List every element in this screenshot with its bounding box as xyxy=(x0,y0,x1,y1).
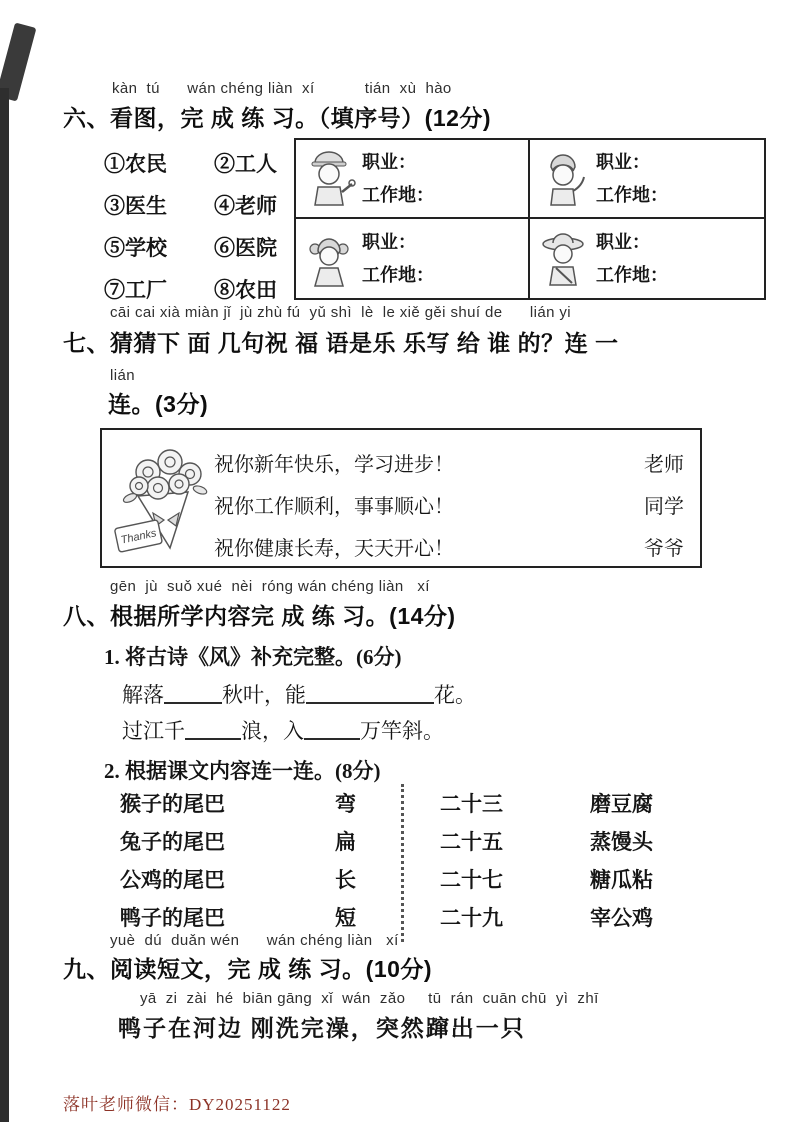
footer-watermark: 落叶老师微信：DY20251122 xyxy=(63,1095,291,1114)
option-doctor: ③医生 xyxy=(104,194,167,218)
answer-blank xyxy=(306,702,434,704)
section6-pinyin: kàn tú wán chéng liàn xí tián xù hào xyxy=(112,80,452,97)
match-trait: 扁 xyxy=(335,830,356,854)
passage-pinyin: yā zi zài hé biān gāng xǐ wán zǎo tū rán cuān chū yì zhī xyxy=(140,990,599,1007)
wish-row xyxy=(214,532,684,561)
workplace-label: 工作地： xyxy=(596,265,668,285)
match-animal: 兔子的尾巴 xyxy=(120,830,225,854)
poem-text: 解落 xyxy=(122,683,164,707)
section6-title: 六、看图，完 成 练 习。（填序号）(12分) xyxy=(63,105,492,131)
section8-pinyin: gēn jù suǒ xué nèi róng wán chéng liàn xí xyxy=(110,578,430,595)
match-trait: 弯 xyxy=(335,792,356,816)
match-date: 二十七 xyxy=(440,868,503,892)
scan-edge-artifact xyxy=(0,88,9,1122)
option-worker: ②工人 xyxy=(214,152,277,176)
wish-text: 祝你工作顺利，事事顺心！ xyxy=(214,496,454,518)
nurse-figure-icon xyxy=(302,223,356,294)
match-date: 二十五 xyxy=(440,830,503,854)
passage-text: 鸭子在河边 刚洗完澡，突然蹿出一只 xyxy=(118,1016,526,1041)
occupation-label: 职业： xyxy=(362,152,416,172)
poem-line-2 xyxy=(122,715,444,745)
section8-item2: 2. 根据课文内容连一连。(8分) xyxy=(104,759,381,783)
matching-exercise xyxy=(120,790,740,933)
section7-pinyin-line2: lián xyxy=(110,367,135,384)
occupation-label: 职业： xyxy=(362,232,416,252)
section6-options xyxy=(104,148,277,304)
poem-text: 万竿斜。 xyxy=(360,719,444,743)
wish-target: 爷爷 xyxy=(644,538,684,560)
section7-title-line1: 七、猜猜下 面 几句祝 福 语是乐 乐写 给 谁 的？连 一 xyxy=(63,330,619,356)
wish-row xyxy=(214,490,684,519)
section9-title: 九、阅读短文，完 成 练 习。(10分) xyxy=(63,956,433,982)
option-factory: ⑦工厂 xyxy=(104,278,167,302)
farmer-figure-icon xyxy=(536,223,590,294)
match-animal: 公鸡的尾巴 xyxy=(120,868,225,892)
workplace-label: 工作地： xyxy=(362,185,434,205)
thanks-tag-text: Thanks xyxy=(119,527,158,547)
option-farmer: ①农民 xyxy=(104,152,167,176)
wish-text: 祝你健康长寿，天天开心！ xyxy=(214,538,454,560)
poem-text: 过江千 xyxy=(122,719,185,743)
poem-text: 花。 xyxy=(434,683,476,707)
matching-divider xyxy=(401,784,404,942)
option-teacher: ④老师 xyxy=(214,194,277,218)
occupation-label: 职业： xyxy=(596,152,650,172)
poem-text: 浪，入 xyxy=(241,719,304,743)
answer-blank xyxy=(185,738,241,740)
student-figure-icon xyxy=(536,143,590,214)
wish-text: 祝你新年快乐，学习进步！ xyxy=(214,454,454,476)
worker-figure-icon xyxy=(302,143,356,214)
answer-blank xyxy=(304,738,360,740)
workplace-label: 工作地： xyxy=(596,185,668,205)
wish-target: 同学 xyxy=(644,496,684,518)
grid-cell-worker xyxy=(296,140,530,219)
match-date: 二十三 xyxy=(440,792,503,816)
wish-row xyxy=(214,448,684,477)
option-school: ⑤学校 xyxy=(104,236,167,260)
section6-answer-grid xyxy=(294,138,766,300)
section7-title-line2: 连。(3分) xyxy=(108,391,209,417)
grid-cell-farmer xyxy=(530,219,764,298)
wish-box xyxy=(100,428,702,568)
workplace-label: 工作地： xyxy=(362,265,434,285)
match-animal: 鸭子的尾巴 xyxy=(120,906,225,930)
section8-title: 八、根据所学内容完 成 练 习。(14分) xyxy=(63,603,456,629)
option-hospital: ⑥医院 xyxy=(214,236,277,260)
option-farmland: ⑧农田 xyxy=(214,278,277,302)
match-activity: 磨豆腐 xyxy=(590,792,653,816)
match-trait: 长 xyxy=(335,868,356,892)
match-date: 二十九 xyxy=(440,906,503,930)
match-activity: 糖瓜粘 xyxy=(590,868,653,892)
grid-cell-nurse xyxy=(296,219,530,298)
section7-pinyin-line1: cāi cai xià miàn jǐ jù zhù fú yǔ shì lè le xiě gěi shuí de lián yi xyxy=(110,304,572,321)
flower-bouquet-icon xyxy=(108,434,228,569)
poem-line-1 xyxy=(122,679,476,709)
wish-target: 老师 xyxy=(644,454,684,476)
match-activity: 蒸馒头 xyxy=(590,830,653,854)
occupation-label: 职业： xyxy=(596,232,650,252)
section8-item1: 1. 将古诗《风》补充完整。(6分) xyxy=(104,645,402,669)
poem-text: 秋叶，能 xyxy=(222,683,306,707)
answer-blank xyxy=(164,702,222,704)
match-animal: 猴子的尾巴 xyxy=(120,792,225,816)
grid-cell-student xyxy=(530,140,764,219)
section9-pinyin: yuè dú duǎn wén wán chéng liàn xí xyxy=(110,932,399,949)
match-activity: 宰公鸡 xyxy=(590,906,653,930)
match-trait: 短 xyxy=(335,906,356,930)
